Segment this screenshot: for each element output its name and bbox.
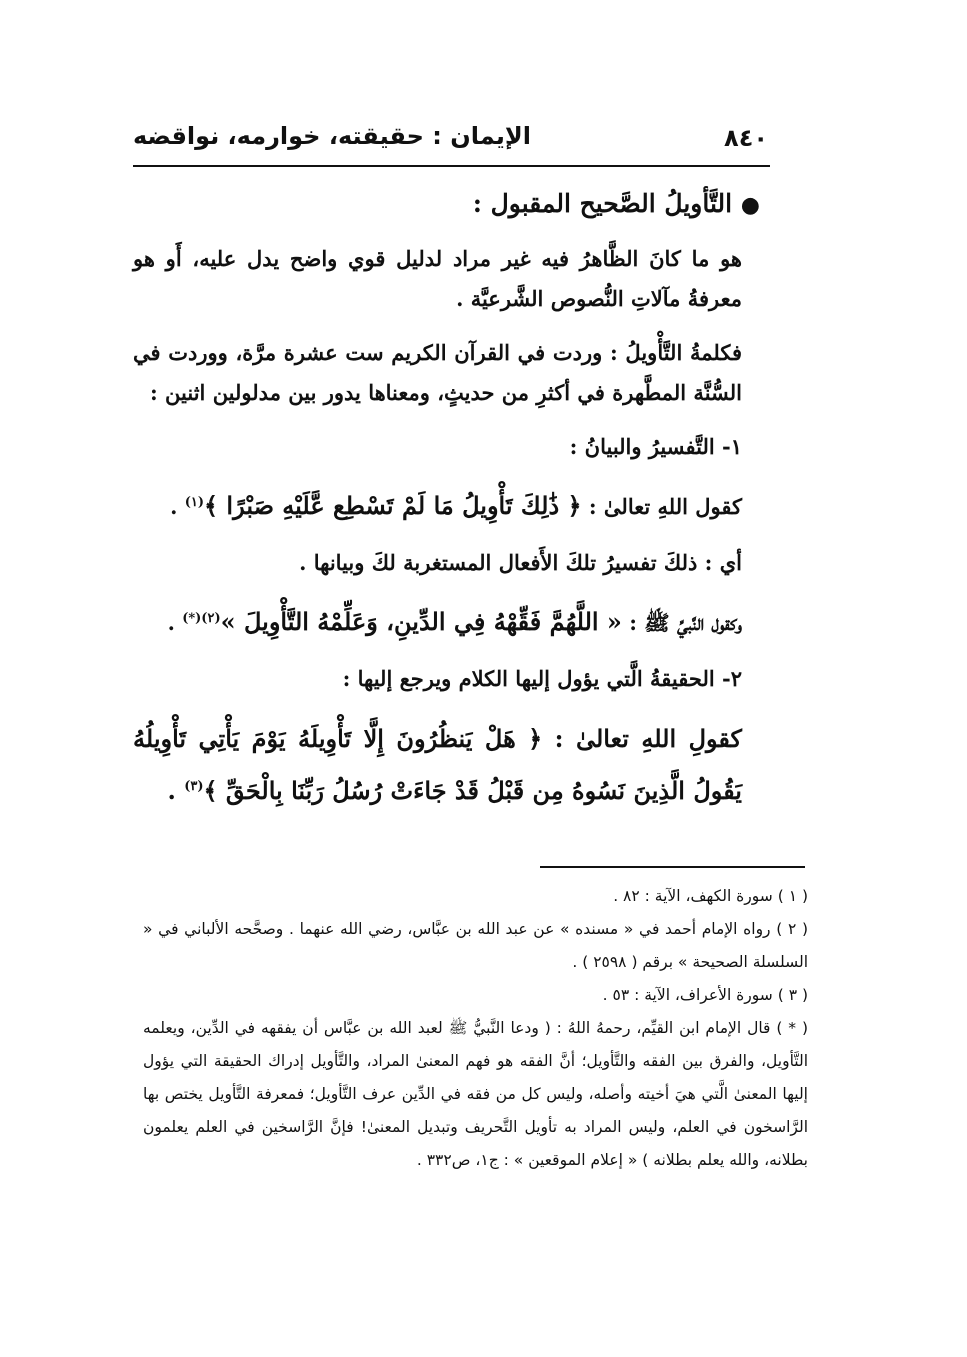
footnote-2: ( ٢ ) رواه الإمام أحمد في « مسنده » عن عبد الله بن عبَّاس، رضي الله عنهما . وصحَّحه الألباني في « السلسلة الصحيحة » برقم ( ٢٥٩٨ ) . [143, 920, 808, 971]
example-3 [133, 715, 770, 815]
example-2 [133, 599, 770, 643]
sentence-end: . [167, 610, 183, 635]
example-2-prefix: وكقول النَّبيِّ ﷺ : [621, 610, 742, 635]
example-1 [133, 483, 770, 527]
footnote-divider [540, 866, 805, 868]
footnote-3: ( ٣ ) سورة الأعراف، الآية : ٥٣ . [602, 986, 808, 1004]
footnote-star: ( * ) قال الإمام ابن القيِّم، رحمهُ اللهُ : ( ودعا النَّبيُّ ﷺ لعبد الله بن عبَّاس أن يفقهه في الدِّين، ويعلمه التَّأويل، والفرق بين الفقه والتَّأويل؛ أنَّ الفقه هو فهم المعنىٰ المراد، والتَّأويل إدراك الحقيقة التي يؤول إليها المعنىٰ الَّتي هيَ أخيته وأصله، وليس كل من فقه في الدِّين عرف التَّأويل؛ فمعرفة التَّأويل يختص بها الرَّاسخون في العلم، وليس المراد به تأويل التَّحريف وتبديل المعنىٰ! فإنَّ الرَّاسخين في العلم يعلمون بطلانه، والله يعلم بطلانه ) « إعلام الموقعين » : ج١، ص٣٣٢ . [143, 1019, 808, 1169]
footnote-ref-2: (٢)(*) [182, 611, 221, 626]
page-number: ٨٤٠ [724, 124, 768, 152]
footnote-ref-3: (٣) [184, 779, 204, 794]
hadith-text: « اللَّهُمَّ فَقِّهْهُ فِي الدِّينِ، وَعَلِّمْهُ التَّأْوِيلَ » [220, 607, 622, 636]
sentence-end: . [170, 494, 185, 519]
meaning-1-title: ١- التَّفسيرُ والبيانُ : [569, 434, 742, 459]
definition-paragraph: هو ما كانَ الظَّاهرُ فيه غير مراد لدليل قوي واضح يدل عليه، أَو هو معرفةُ مآلاتِ النُّصوص الشَّرعيَّة . [133, 246, 742, 311]
quran-verse-3: ﴿ هَلْ يَنظُرُونَ إِلَّا تَأْوِيلَهُ يَوْمَ يَأْتِي تَأْوِيلُهُ يَقُولُ الَّذِينَ نَسُوهُ مِن قَبْلُ قَدْ جَاءَتْ رُسُلُ رَبِّنَا بِالْحَقِّ ﴾ [133, 724, 742, 805]
sentence-end: . [167, 776, 185, 805]
page-header [133, 120, 768, 160]
example-1-prefix: كقول اللهِ تعالىٰ : [581, 494, 742, 519]
footnote-ref-1: (١) [184, 495, 204, 510]
example-1-explanation: أي : ذلكَ تفسيرُ تلكَ الأَفعال المستغربة لكَ وبيانها . [299, 550, 742, 575]
header-divider [133, 165, 770, 167]
main-text [133, 182, 770, 815]
example-3-prefix: كقولِ اللهِ تعالىٰ : [542, 724, 742, 753]
intro-paragraph: فكلمةُ التَّأْويلُ : وردت في القرآن الكريم ست عشرة مرَّة، ووردت في السُّنَّة المطَّهرة في أكثرِ من حديثٍ، ومعناها يدور بين مدلولين اثنين : [133, 340, 742, 405]
meaning-2-title: ٢- الحقيقةُ الَّتي يؤول إليها الكلام ويرجع إليها : [342, 666, 742, 691]
footnote-1: ( ١ ) سورة الكهف، الآية : ٨٢ . [613, 887, 808, 905]
quran-verse-1: ﴿ ذَٰلِكَ تَأْوِيلُ مَا لَمْ تَسْطِع عَّلَيْهِ صَبْرًا ﴾ [204, 491, 582, 520]
section-heading-text: التَّأويلُ الصَّحيح المقبول : [472, 189, 733, 218]
running-title: الإيمان : حقيقته، خوارمه، نواقضه [133, 122, 531, 150]
footnotes [143, 880, 808, 1177]
section-heading [133, 182, 770, 227]
bullet-icon: ● [740, 192, 760, 218]
